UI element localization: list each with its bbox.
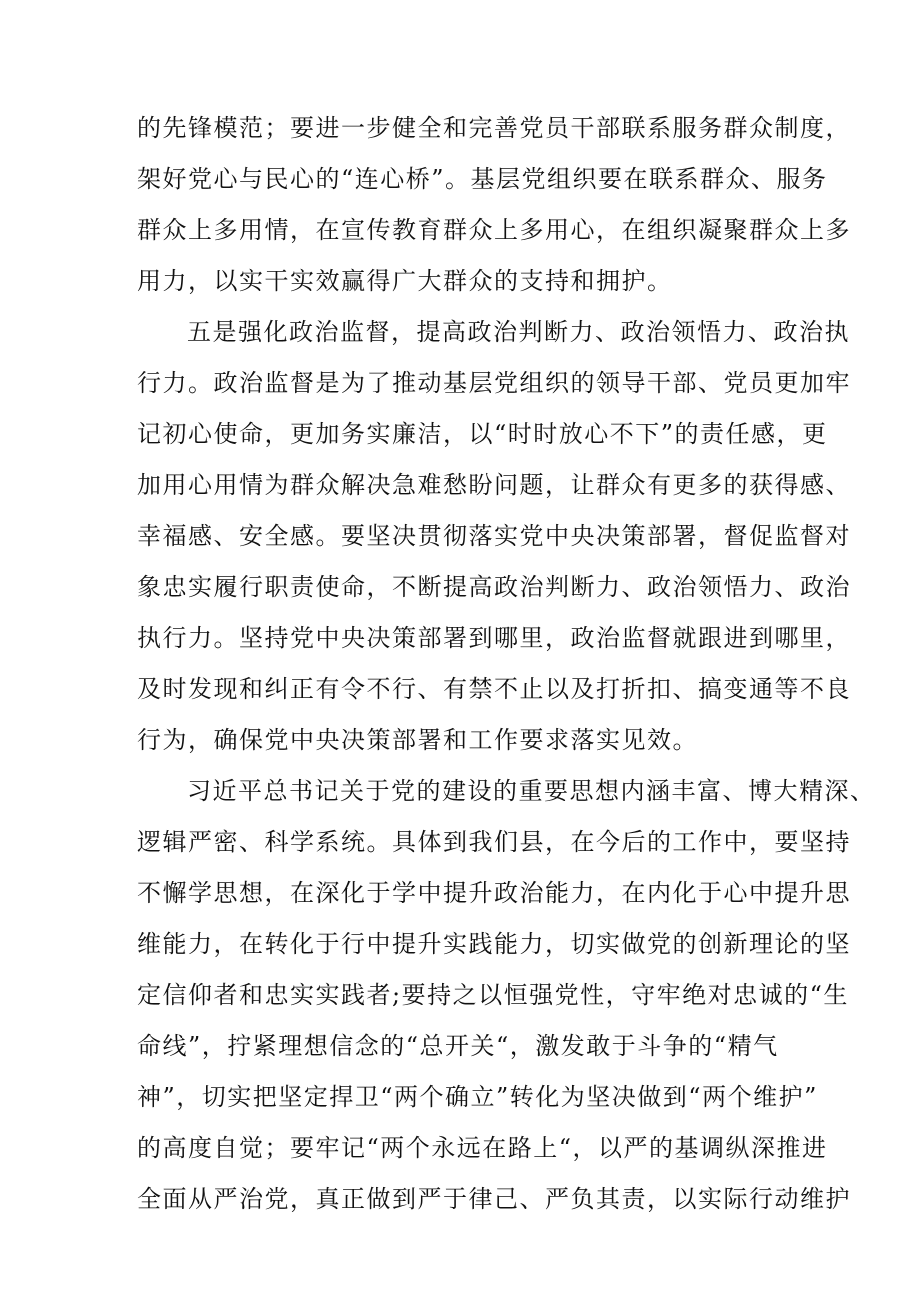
text-line: 用力，以实干实效赢得广大群众的支持和拥护。 xyxy=(137,267,673,295)
text-line: 象忠实履行职责使命，不断提高政治判断力、政治领悟力、政治 xyxy=(137,573,851,601)
text-line: 及时发现和纠正有令不行、有禁不止以及打折扣、搞变通等不良 xyxy=(137,675,851,703)
text-line: 记初心使命，更加务实廉洁，以“时时放心不下”的责任感，更 xyxy=(137,420,828,448)
text-line: 逻辑严密、科学系统。具体到我们县，在今后的工作中，要坚持 xyxy=(137,828,851,856)
paragraph-start-line: 五是强化政治监督，提高政治判断力、政治领悟力、政治执 xyxy=(187,318,850,346)
paragraph-start-line: 习近平总书记关于党的建设的重要思想内涵丰富、博大精深、 xyxy=(187,777,876,805)
text-line: 定信仰者和忠实实践者;要持之以恒强党性，守牢绝对忠诚的“生 xyxy=(137,981,849,1009)
text-line: 架好党心与民心的“连心桥”。基层党组织要在联系群众、服务 xyxy=(137,165,828,193)
text-line: 行力。政治监督是为了推动基层党组织的领导干部、党员更加牢 xyxy=(137,369,851,397)
text-line: 全面从严治党，真正做到严于律己、严负其责，以实际行动维护 xyxy=(137,1185,851,1213)
text-line: 的先锋模范；要进一步健全和完善党员干部联系服务群众制度， xyxy=(137,114,851,142)
text-line: 加用心用情为群众解决急难愁盼问题，让群众有更多的获得感、 xyxy=(137,471,851,499)
text-line: 神”，切实把坚定捍卫“两个确立”转化为坚决做到“两个维护” xyxy=(137,1083,818,1111)
text-line: 执行力。坚持党中央决策部署到哪里，政治监督就跟进到哪里， xyxy=(137,624,851,652)
text-line: 幸福感、安全感。要坚决贯彻落实党中央决策部署，督促监督对 xyxy=(137,522,851,550)
text-line: 维能力，在转化于行中提升实践能力，切实做党的创新理论的坚 xyxy=(137,930,851,958)
text-line: 的高度自觉；要牢记“两个永远在路上“，以严的基调纵深推进 xyxy=(137,1134,828,1162)
text-line: 命线”，拧紧理想信念的“总开关“，激发敢于斗争的“精气 xyxy=(137,1032,779,1060)
text-line: 不懈学思想，在深化于学中提升政治能力，在内化于心中提升思 xyxy=(137,879,851,907)
text-line: 群众上多用情，在宣传教育群众上多用心，在组织凝聚群众上多 xyxy=(137,216,851,244)
text-line: 行为，确保党中央决策部署和工作要求落实见效。 xyxy=(137,726,698,754)
